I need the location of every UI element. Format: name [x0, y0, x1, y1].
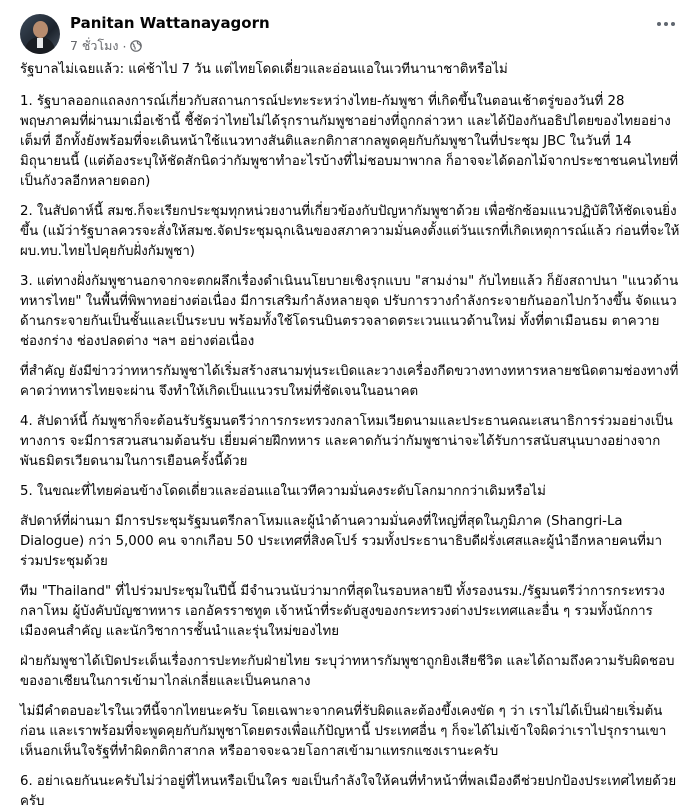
post-paragraph: ทีม "Thailand" ที่ไปร่วมประชุมในปีนี้ มีจำนวนนับว่ามากที่สุดในรอบหลายปี ทั้งรองนรม./รัฐมนตรีว่าการกระทรวงกลาโหม ผู้บังคับบัญชาทหาร เอกอัครราชทูต เจ้าหน้าที่ระดับสูงของกระทรวงต่างประเทศและอื่น ๆ รวมทั้งนักการเมืองคนสำคัญ และนักวิชาการชั้นนำและรุ่นใหม่ของไทย [20, 584, 665, 639]
avatar[interactable] [20, 14, 60, 54]
post-meta [70, 10, 270, 56]
author-name[interactable]: Panitan Wattanayagorn [70, 14, 270, 32]
post-paragraph: 1. รัฐบาลออกแถลงการณ์เกี่ยวกับสถานการณ์ปะทะระหว่างไทย-กัมพูชา ที่เกิดขึ้นในตอนเช้าตรู่ของวันที่ 28 พฤษภาคมที่ผ่านมาเมื่อเช้านี้ ชี้ชัดว่าไทยไม่ได้รุกรานกัมพูชาอย่างที่ถูกกล่าวหา และได้ป้องกันอธิปไตยของไทยอย่างเต็มที่ อีกทั้งยังพร้อมที่จะเดินหน้าใช้แนวทางสันติและกติกาสากลพูดคุยกับกัมพูชาในที่ประชุม JBC ในวันที่ 14 มิถุนายนนี้ (แต่ต้องระบุให้ชัดสักนิดว่ากัมพูชาทำอะไรบ้างที่ไม่ชอบมาพากล ก็อาจจะได้ดอกไม้จากประชาชนคนไทยที่เป็นกังวลอีกหลายดอก) [20, 94, 679, 189]
post-subline [70, 36, 270, 56]
post-paragraph: ที่สำคัญ ยังมีข่าวว่าทหารกัมพูชาได้เริ่มสร้างสนามทุ่นระเบิดและวางเครื่องกีดขวางทางทหารหลายชนิดตามช่องทางที่คาดว่าทหารไทยจะผ่าน จึงทำให้เกิดเป็นแนวรบใหม่ที่ชัดเจนในอนาคต [20, 364, 679, 399]
post-paragraph: 6. อย่าเฉยกันนะครับไม่ว่าอยู่ที่ไหนหรือเป็นใคร ขอเป็นกำลังใจให้คนที่ทำหน้าที่พลเมืองดีช่วยปกป้องประเทศไทยด้วยครับ [20, 774, 677, 809]
post-paragraph: 5. ในขณะที่ไทยค่อนข้างโดดเดี่ยวและอ่อนแอในเวทีความมั่นคงระดับโลกมากกว่าเดิมหรือไม่ [20, 484, 546, 499]
more-options-button[interactable] [652, 14, 680, 34]
post-paragraph: 2. ในสัปดาห์นี้ สมช.ก็จะเรียกประชุมทุกหน่วยงานที่เกี่ยวข้องกับปัญหากัมพูชาด้วย เพื่อซักซ้อมแนวปฏิบัติให้ชัดเจนยิ่งขึ้น (แม้ว่ารัฐบาลควรจะสั่งให้สมช.จัดประชุมฉุกเฉินของสภาความมั่นคงตั้งแต่วันแรกที่เกิดเหตุการณ์แล้ว ก่อนที่จะให้ผบ.ทบ.ไทยไปคุยกับฝั่งกัมพูชา) [20, 204, 680, 259]
post-paragraph: ฝ่ายกัมพูชาได้เปิดประเด็นเรื่องการปะทะกับฝ่ายไทย ระบุว่าทหารกัมพูชาถูกยิงเสียชีวิต และได้ถามถึงความรับผิดชอบของอาเซียนในการเข้ามาไกล่เกลี่ยและเป็นคนกลาง [20, 654, 675, 689]
post-header [20, 10, 680, 60]
post-paragraph: สัปดาห์ที่ผ่านมา มีการประชุมรัฐมนตรีกลาโหมและผู้นำด้านความมั่นคงที่ใหญ่ที่สุดในภูมิภาค (Shangri-La Dialogue) กว่า 5,000 คน จากเกือบ 50 ประเทศที่สิงคโปร์ รวมทั้งประธานาธิบดีฝรั่งเศสและผู้นำอีกหลายคนที่มาร่วมประชุมด้วย [20, 514, 663, 569]
post-paragraph: ไม่มีคำตอบอะไรในเวทีนี้จากไทยนะครับ โดยเฉพาะจากคนที่รับผิดและต้องขึ้งเคงขัด ๆ ว่า เราไม่ได้เป็นฝ่ายเริ่มต้นก่อน และเราพร้อมที่จะพูดคุยกับกัมพูชาโดยตรงเพื่อแก้ปัญหานี้ ประเทศอื่น ๆ ก็จะได้ไม่เข้าใจผิดว่าเราไปรุกรานเขา เห็นอกเห็นใจรัฐที่ทำผิดกติกาสากล หรืออาจจะฉวยโอกาสเข้ามาแทรกแซงเรานะครับ [20, 704, 667, 759]
post-timestamp[interactable]: 7 ชั่วโมง [70, 38, 119, 53]
post-body [20, 60, 680, 812]
post-paragraph: 4. สัปดาห์นี้ กัมพูชาก็จะต้อนรับรัฐมนตรีว่าการกระทรวงกลาโหมเวียดนามและประธานคณะเสนาธิการร่วมอย่างเป็นทางการ จะมีการสวนสนามต้อนรับ เยี่ยมค่ายฝึกทหาร และคาดกันว่ากัมพูชาน่าจะได้รับการสนับสนุนบางอย่างจากพันธมิตรเวียดนามในการเยือนครั้งนี้ด้วย [20, 414, 673, 469]
post-paragraph: 3. แต่ทางฝั่งกัมพูชานอกจากจะตกผลึกเรื่องดำเนินนโยบายเชิงรุกแบบ "สามง่าม" กับไทยแล้ว ก็ยังสถาปนา "แนวด้านทหารไทย" ในพื้นที่พิพาทอย่างต่อเนื่อง มีการเสริมกำลังหลายจุด ปรับการวางกำลังกระจายกันออกไปกว้างขึ้น จัดแนวด้านกระจายกันเป็นชั้นและเป็นระบบ พร้อมทั้งใช้โดรนบินตรวจลาดตระเวนแนวด้านใหม่ ทั้งที่ตาเมือนธม ตาควาย ช่องกร่าง ช่องปลดต่าง ฯลฯ อย่างต่อเนื่อง [20, 274, 679, 349]
separator-dot: · [122, 38, 127, 54]
post-headline: รัฐบาลไม่เฉยแล้ว: แค่ช้าไป 7 วัน แต่ไทยโดดเดี่ยวและอ่อนแอในเวทีนานาชาติหรือไม่ [20, 62, 508, 77]
globe-icon[interactable] [130, 40, 142, 52]
more-options-icon [657, 22, 661, 26]
